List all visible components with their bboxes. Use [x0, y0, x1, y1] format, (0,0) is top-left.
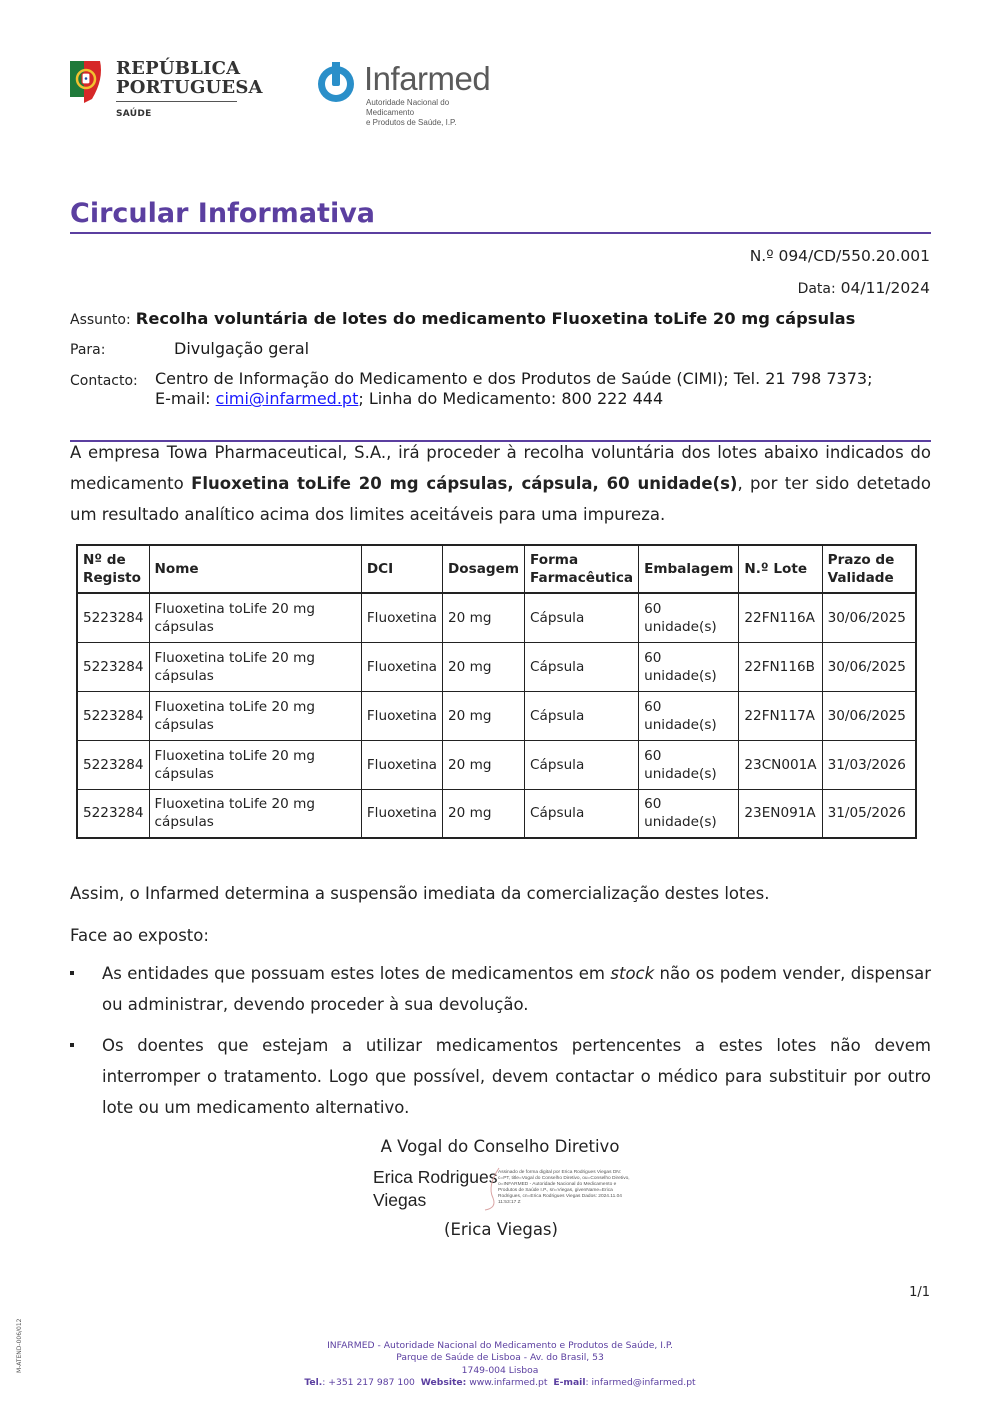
contact-line2 — [155, 389, 872, 409]
bullet-text: Os doentes que estejam a utilizar medicamentos pertencentes a estes lotes não devem interromper o tratamento. Logo que possível, devem contactar o médico para substituir por outro lote ou um medicamento alternativo. — [102, 1036, 931, 1117]
table-cell: 30/06/2025 — [822, 642, 916, 691]
table-cell: Fluoxetina toLife 20 mg cápsulas — [149, 789, 361, 838]
footer-contacts — [0, 1377, 1000, 1389]
contact-value — [155, 369, 872, 409]
intro-text-b: , por ter sido detetado um resultado analítico acima dos limites aceitáveis para uma impureza. — [70, 474, 931, 524]
title-divider — [70, 232, 931, 234]
printed-signer-name: (Erica Viegas) — [444, 1220, 558, 1239]
subject-label: Assunto: — [70, 312, 131, 328]
table-header-row — [77, 545, 916, 593]
subject-value: Recolha voluntária de lotes do medicamento Fluoxetina toLife 20 mg cápsulas — [135, 309, 856, 328]
infarmed-logo — [314, 58, 494, 127]
table-cell: 5223284 — [77, 691, 149, 740]
rp-logo-divider — [116, 101, 237, 102]
table-cell: 60 unidade(s) — [639, 593, 739, 642]
republica-portuguesa-wordmark — [116, 59, 263, 97]
rp-logo-line1: REPÚBLICA — [116, 58, 241, 79]
column-header: Nº de Registo — [77, 545, 149, 593]
table-cell: 30/06/2025 — [822, 593, 916, 642]
contact-line1: Centro de Informação do Medicamento e dos Produtos de Saúde (CIMI); Tel. 21 798 7373; — [155, 369, 873, 388]
column-header: Prazo de Validade — [822, 545, 916, 593]
table-row — [77, 593, 916, 642]
suspension-paragraph: Assim, o Infarmed determina a suspensão imediata da comercialização destes lotes. — [70, 884, 770, 903]
table-cell: Fluoxetina — [361, 593, 442, 642]
table-cell: Cápsula — [525, 593, 639, 642]
table-cell: Fluoxetina toLife 20 mg cápsulas — [149, 593, 361, 642]
signer-role: A Vogal do Conselho Diretivo — [380, 1137, 620, 1156]
table-cell: 5223284 — [77, 789, 149, 838]
signature-name-line1: Erica Rodrigues — [373, 1167, 498, 1187]
contact-label: Contacto: — [70, 373, 138, 389]
table-row — [77, 691, 916, 740]
table-cell: 60 unidade(s) — [639, 789, 739, 838]
table-cell: 30/06/2025 — [822, 691, 916, 740]
table-cell: 20 mg — [443, 789, 525, 838]
table-cell: Fluoxetina toLife 20 mg cápsulas — [149, 642, 361, 691]
table-cell: 23EN091A — [739, 789, 822, 838]
bullet-icon — [70, 1043, 74, 1047]
table-cell: 22FN116A — [739, 593, 822, 642]
recipient-label: Para: — [70, 342, 106, 358]
table-cell: 60 unidade(s) — [639, 691, 739, 740]
footer-tel-label: Tel. — [304, 1377, 323, 1389]
table-cell: 20 mg — [443, 691, 525, 740]
signature-name — [373, 1166, 498, 1212]
republica-portuguesa-logo — [70, 57, 263, 123]
footer-city: 1749-004 Lisboa — [461, 1364, 539, 1376]
table-cell: 22FN117A — [739, 691, 822, 740]
table-row — [77, 642, 916, 691]
table-cell: 5223284 — [77, 593, 149, 642]
page-number: 1/1 — [909, 1285, 930, 1300]
infarmed-subtitle — [366, 98, 494, 128]
table-cell: 22FN116B — [739, 642, 822, 691]
contact-line2-suffix: ; Linha do Medicamento: 800 222 444 — [358, 389, 664, 408]
table-cell: 20 mg — [443, 593, 525, 642]
digital-signature — [373, 1166, 633, 1214]
email-prefix: E-mail: — [155, 389, 216, 408]
infarmed-subtitle-line2: e Produtos de Saúde, I.P. — [366, 118, 457, 127]
form-code: M-ATEND-006/012 — [16, 1318, 23, 1373]
table-cell: 20 mg — [443, 642, 525, 691]
intro-paragraph — [70, 437, 931, 530]
footer-website-link[interactable]: www.infarmed.pt — [466, 1377, 548, 1389]
bullet1-emphasis: stock — [610, 964, 655, 983]
column-header: Nome — [149, 545, 361, 593]
table-cell: 31/03/2026 — [822, 740, 916, 789]
table-cell: Fluoxetina — [361, 740, 442, 789]
table-cell: 23CN001A — [739, 740, 822, 789]
table-cell: Fluoxetina toLife 20 mg cápsulas — [149, 691, 361, 740]
table-cell: Cápsula — [525, 691, 639, 740]
table-cell: 31/05/2026 — [822, 789, 916, 838]
column-header: Dosagem — [443, 545, 525, 593]
column-header: N.º Lote — [739, 545, 822, 593]
table-cell: 5223284 — [77, 642, 149, 691]
infarmed-subtitle-line1: Autoridade Nacional do Medicamento — [366, 98, 450, 117]
column-header: Forma Farmacêutica — [525, 545, 639, 593]
recalled-lots-table — [76, 544, 917, 839]
bullet-text — [102, 958, 931, 1020]
document-date — [798, 279, 930, 297]
document-title: Circular Informativa — [70, 198, 376, 229]
table-cell: Fluoxetina toLife 20 mg cápsulas — [149, 740, 361, 789]
table-cell: Cápsula — [525, 740, 639, 789]
footer-tel-value: : +351 217 987 100 — [322, 1377, 415, 1389]
rp-logo-line2: PORTUGUESA — [116, 77, 263, 98]
bullet1-text-a: As entidades que possuam estes lotes de medicamentos em — [102, 964, 611, 983]
table-cell: 20 mg — [443, 740, 525, 789]
table-cell: Cápsula — [525, 642, 639, 691]
recipient-value: Divulgação geral — [174, 339, 310, 358]
table-row — [77, 789, 916, 838]
footer-email-link[interactable]: : infarmed@infarmed.pt — [585, 1377, 696, 1389]
contact-email-link[interactable]: cimi@infarmed.pt — [215, 389, 359, 408]
column-header: DCI — [361, 545, 442, 593]
table-row — [77, 740, 916, 789]
table-cell: Fluoxetina — [361, 691, 442, 740]
footer-website-label: Website: — [420, 1377, 467, 1389]
subject-line — [70, 309, 855, 328]
rp-logo-subtitle: SAÚDE — [116, 109, 152, 119]
column-header: Embalagem — [639, 545, 739, 593]
document-number: N.º 094/CD/550.20.001 — [749, 247, 930, 265]
date-value: 04/11/2024 — [840, 279, 930, 297]
consequence-intro: Face ao exposto: — [70, 926, 209, 945]
infarmed-wordmark: Infarmed — [364, 60, 491, 97]
footer-address: Parque de Saúde de Lisboa - Av. do Brasil, 53 — [396, 1352, 604, 1364]
intro-text-a: A empresa Towa Pharmaceutical, S.A., irá proceder à recolha voluntária dos lotes abaixo indicados do medicamento — [70, 443, 931, 493]
bullet-icon — [70, 971, 74, 975]
bullet1-text-b: não os podem vender, dispensar ou administrar, devendo proceder à sua devolução. — [102, 964, 931, 1014]
table-cell: 60 unidade(s) — [639, 642, 739, 691]
signature-stamp-text: Assinado de forma digital por Erica Rodrigues Viegas DN: c=PT, title=Vogal do Conselho Diretivo, ou=Conselho Diretivo, o=INFARMED - Autoridade Nacional do Medicamento e Produtos de Saúde I.P., sn=Viegas, givenName=Erica Rodrigues, cn=Erica Rodrigues Viegas Dados: 2024.11.04 11:53:17 Z — [498, 1170, 630, 1205]
signature-name-line2: Viegas — [373, 1190, 427, 1210]
table-cell: Cápsula — [525, 789, 639, 838]
intro-product-bold: Fluoxetina toLife 20 mg cápsulas, cápsula, 60 unidade(s) — [191, 474, 738, 493]
page-footer — [0, 1340, 1000, 1390]
table-cell: Fluoxetina — [361, 642, 442, 691]
footer-email-label: E-mail — [553, 1377, 586, 1389]
date-label: Data: — [797, 281, 836, 297]
infarmed-mark-icon — [314, 58, 358, 106]
table-cell: Fluoxetina — [361, 789, 442, 838]
portuguese-coat-of-arms-icon — [70, 59, 104, 105]
recipient-line — [70, 339, 310, 358]
footer-org: INFARMED - Autoridade Nacional do Medicamento e Produtos de Saúde, I.P. — [327, 1340, 673, 1351]
table-cell: 5223284 — [77, 740, 149, 789]
table-cell: 60 unidade(s) — [639, 740, 739, 789]
